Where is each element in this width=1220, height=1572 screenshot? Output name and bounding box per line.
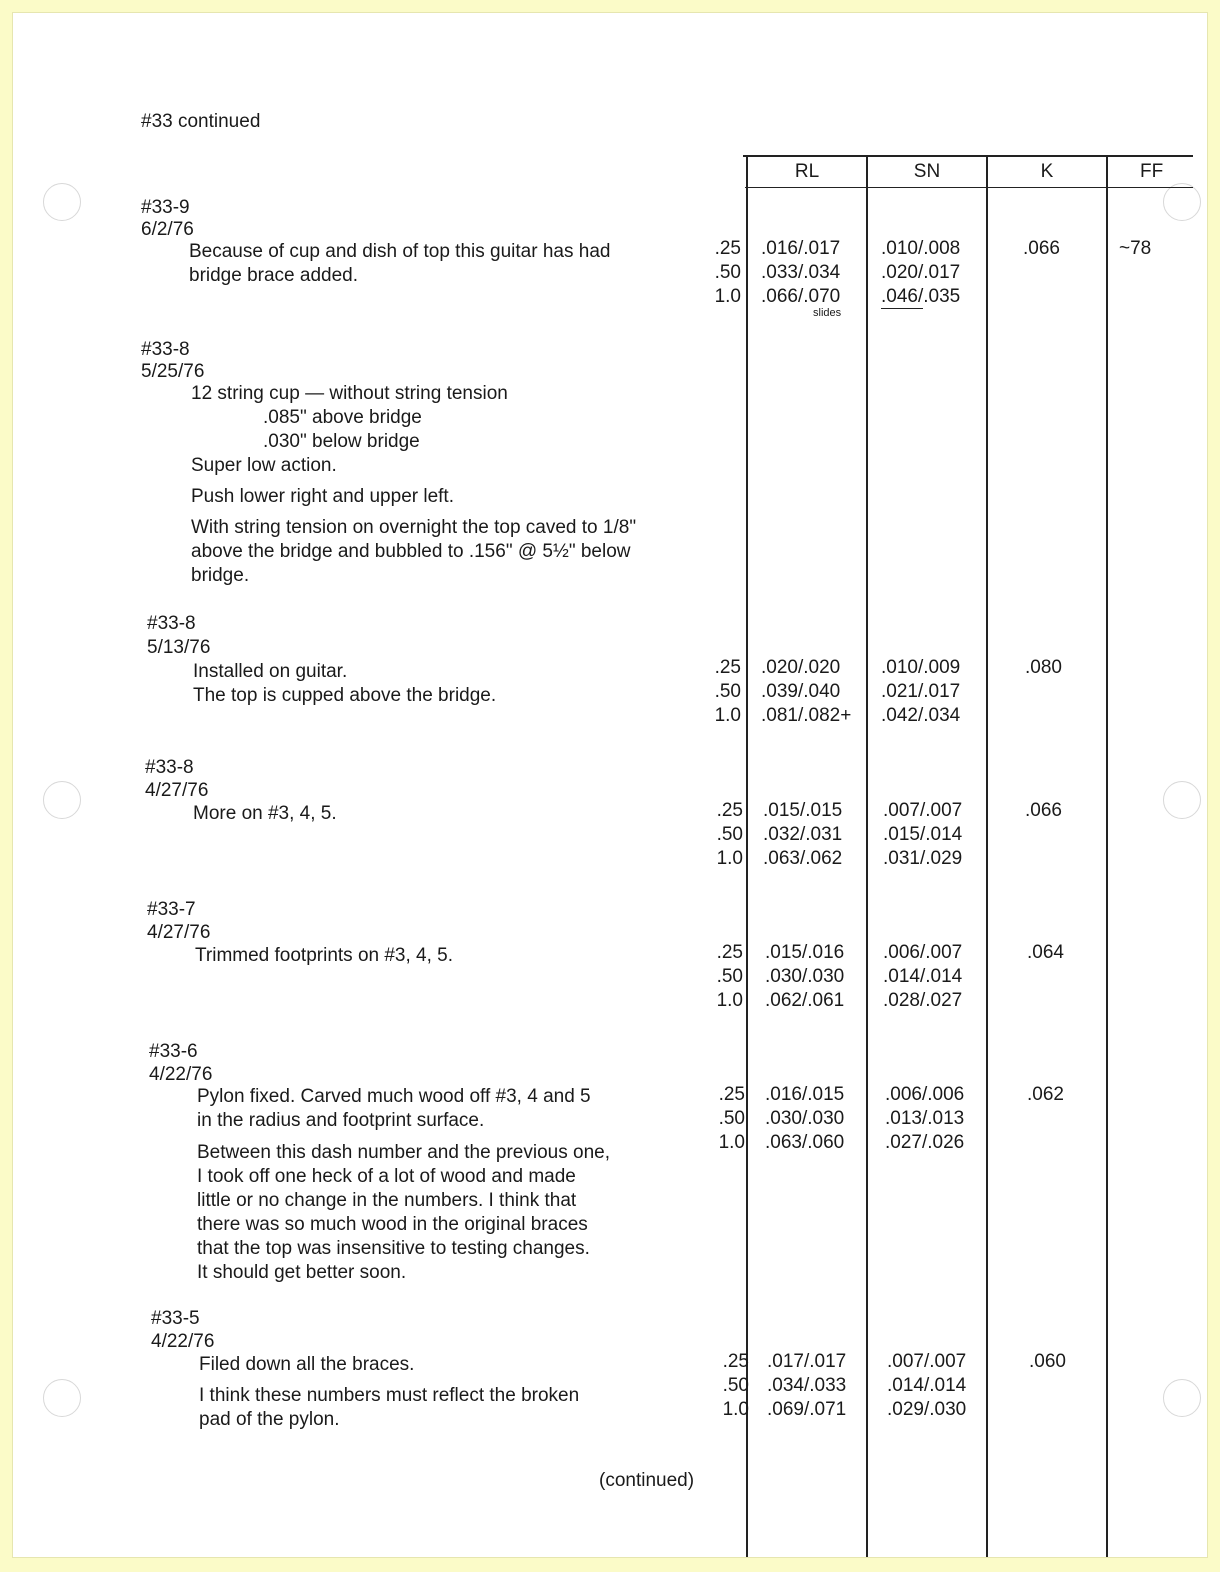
rl-value: .030/.030 [765,1108,845,1129]
rl-note: slides [813,307,842,319]
entry-note: Super low action. [191,455,337,476]
rl-value: .015/.015 [763,800,843,821]
sn-value: .014/.014 [887,1375,967,1396]
k-value: .080 [1025,657,1062,678]
rl-value: .030/.030 [765,966,845,987]
load-value: 1.0 [716,848,743,869]
rl-value: .039/.040 [761,681,841,702]
entry-note: bridge brace added. [189,265,359,286]
col-header-sn: SN [913,161,941,182]
entry-id: #33-6 [149,1041,198,1062]
sn-value: .015/.014 [883,824,963,845]
k-value: .066 [1023,238,1060,259]
load-value: 1.0 [718,1132,745,1153]
entry-note: Installed on guitar. [193,661,348,682]
entry-date: 4/27/76 [145,780,209,801]
entry-note: that the top was insensitive to testing changes. [197,1238,590,1259]
entry-id: #33-7 [147,899,196,920]
col-divider-3 [986,157,988,1557]
sn-value: .006/.006 [885,1084,965,1105]
rl-value: .033/.034 [761,262,841,283]
load-value: .25 [716,800,743,821]
entry-note: .030" below bridge [263,431,420,452]
k-value: .064 [1027,942,1064,963]
rl-value: .016/.017 [761,238,841,259]
binder-hole-bottom-left [43,1379,81,1417]
load-value: 1.0 [716,990,743,1011]
entry-note: The top is cupped above the bridge. [193,685,497,706]
page-title: #33 continued [141,111,261,132]
load-value: 1.0 [714,705,741,726]
rl-value: .066/.070 [761,286,841,307]
entry-note: More on #3, 4, 5. [193,803,337,824]
rl-value: .016/.015 [765,1084,845,1105]
col-header-rl: RL [794,161,820,182]
continued-footer: (continued) [599,1470,695,1491]
entry-note: Trimmed footprints on #3, 4, 5. [195,945,454,966]
k-value: .062 [1027,1084,1064,1105]
rl-value: .081/.082+ [761,705,852,726]
load-value: 1.0 [714,286,741,307]
entry-date: 4/22/76 [151,1331,215,1352]
col-header-ff: FF [1140,161,1164,182]
entry-note: Filed down all the braces. [199,1354,415,1375]
entry-note: above the bridge and bubbled to .156" @ 5½" below [191,541,631,562]
col-divider-4 [1106,157,1108,1557]
entry-note: It should get better soon. [197,1262,407,1283]
load-value: .25 [722,1351,749,1372]
sn-value: .031/.029 [883,848,963,869]
sn-value: .042/.034 [881,705,961,726]
entry-note: 12 string cup — without string tension [191,383,508,404]
col-divider-2 [866,157,868,1557]
load-value: .50 [722,1375,749,1396]
entry-date: 5/25/76 [141,361,205,382]
rl-value: .063/.060 [765,1132,845,1153]
entry-date: 4/27/76 [147,922,211,943]
entry-note: little or no change in the numbers. I think that [197,1190,577,1211]
entry-note: With string tension on overnight the top caved to 1/8" [191,517,637,538]
entry-note: I took off one heck of a lot of wood and made [197,1166,576,1187]
binder-hole-mid-right [1163,781,1201,819]
load-value: .50 [716,824,743,845]
ff-value: ~78 [1119,238,1152,259]
load-value: .50 [714,262,741,283]
binder-hole-mid-left [43,781,81,819]
header-rule [745,187,1193,188]
binder-hole-top-left [43,183,81,221]
entry-id: #33-8 [141,339,190,360]
sn-value: .014/.014 [883,966,963,987]
sn-value: .007/.007 [887,1351,967,1372]
binder-hole-bottom-right [1163,1379,1201,1417]
table-top-rule [743,155,1193,157]
k-value: .060 [1029,1351,1066,1372]
sn-value: .028/.027 [883,990,963,1011]
sn-value: .010/.009 [881,657,961,678]
sn-value: .006/.007 [883,942,963,963]
rl-value: .034/.033 [767,1375,847,1396]
entry-note: Between this dash number and the previous one, [197,1142,610,1163]
sn-value: .027/.026 [885,1132,965,1153]
entry-note: there was so much wood in the original braces [197,1214,588,1235]
load-value: .25 [718,1084,745,1105]
sn-value: .007/.007 [883,800,963,821]
load-value: .50 [716,966,743,987]
sn-value: .020/.017 [881,262,961,283]
entry-note: in the radius and footprint surface. [197,1110,485,1131]
entry-id: #33-8 [145,757,194,778]
rl-value: .062/.061 [765,990,845,1011]
load-value: .25 [716,942,743,963]
rl-value: .069/.071 [767,1399,847,1420]
rl-value: .063/.062 [763,848,843,869]
entry-id: #33-5 [151,1308,200,1329]
rl-value: .015/.016 [765,942,845,963]
load-value: .50 [714,681,741,702]
document-page [12,12,1208,1558]
rl-value: .020/.020 [761,657,841,678]
sn-underline [881,308,923,309]
entry-note: .085" above bridge [263,407,422,428]
load-value: .25 [714,238,741,259]
k-value: .066 [1025,800,1062,821]
load-value: .25 [714,657,741,678]
load-value: .50 [718,1108,745,1129]
entry-note: Pylon fixed. Carved much wood off #3, 4 and 5 [197,1086,591,1107]
entry-date: 5/13/76 [147,637,211,658]
entry-id: #33-8 [147,613,196,634]
rl-value: .032/.031 [763,824,843,845]
entry-id: #33-9 [141,197,190,218]
col-divider-1 [746,157,748,1557]
entry-note: pad of the pylon. [199,1409,340,1430]
entry-note: bridge. [191,565,250,586]
entry-note: I think these numbers must reflect the broken [199,1385,580,1406]
entry-date: 4/22/76 [149,1064,213,1085]
col-header-k: K [1040,161,1054,182]
entry-note: Push lower right and upper left. [191,486,454,507]
sn-value: .021/.017 [881,681,961,702]
sn-value: .046/.035 [881,286,961,307]
entry-date: 6/2/76 [141,219,194,240]
sn-value: .013/.013 [885,1108,965,1129]
rl-value: .017/.017 [767,1351,847,1372]
binder-hole-top-right [1163,183,1201,221]
sn-value: .010/.008 [881,238,961,259]
entry-note: Because of cup and dish of top this guitar has had [189,241,611,262]
load-value: 1.0 [722,1399,749,1420]
sn-value: .029/.030 [887,1399,967,1420]
